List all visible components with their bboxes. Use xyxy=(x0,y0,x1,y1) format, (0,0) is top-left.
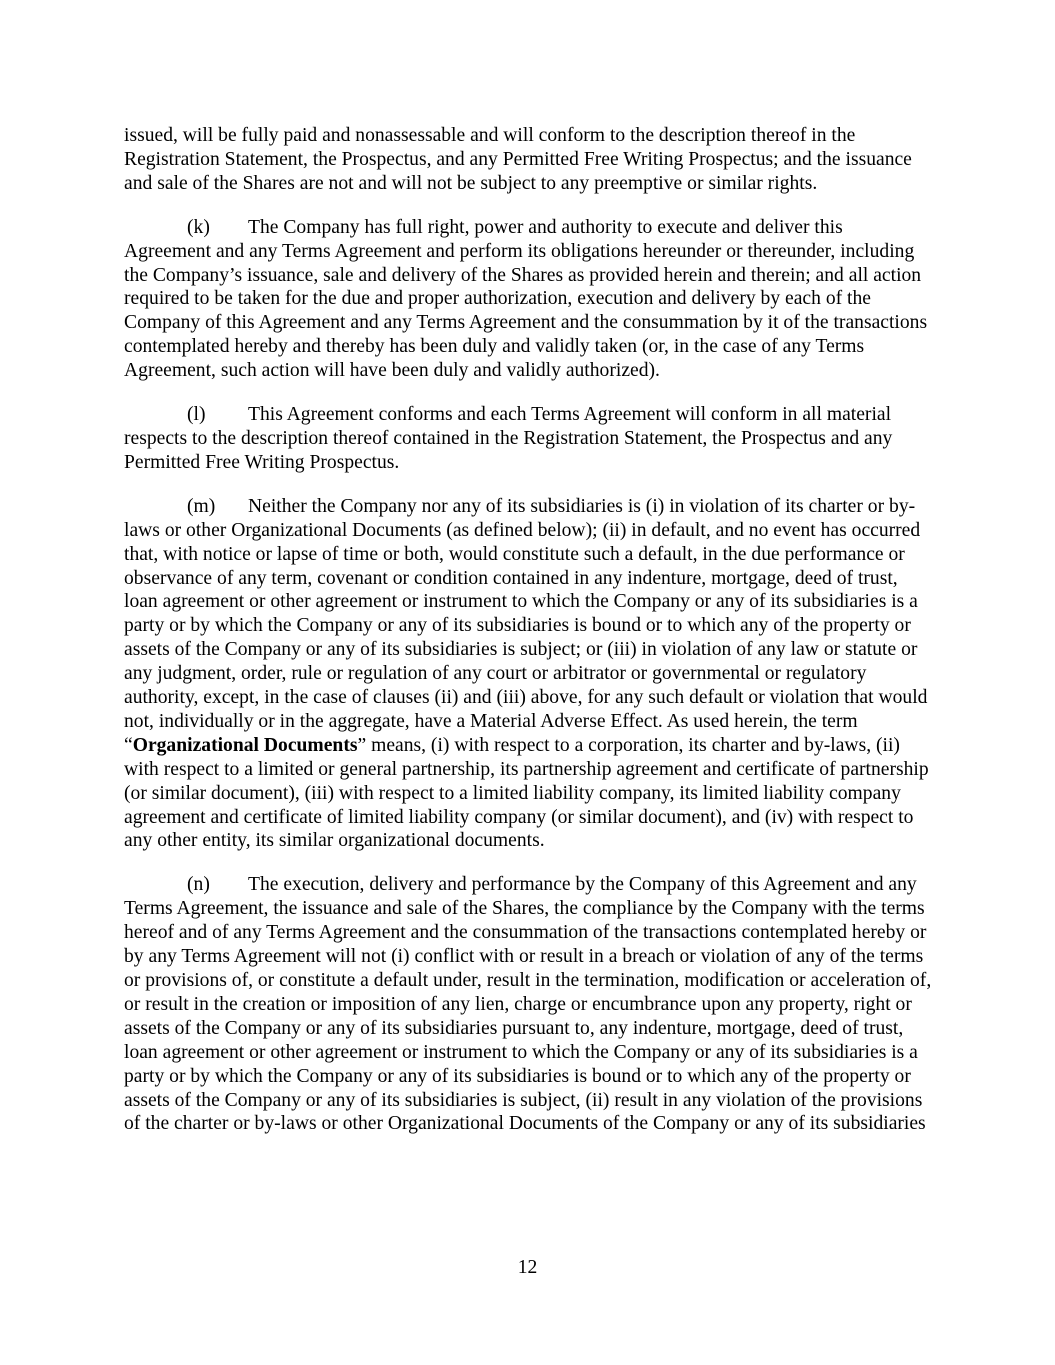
paragraph-n xyxy=(124,873,932,1136)
paragraph-m xyxy=(124,495,932,854)
paragraph-m-label: (m) xyxy=(187,495,216,517)
page-number: 12 xyxy=(517,1257,538,1278)
paragraph-k-text: The Company has full right, power and authority to execute and deliver this Agreement and any Terms Agreement and perform its obligations hereunder or thereunder, including the Company’s issuance, sale and delivery of the Shares as provided herein and therein; and all action required to be taken for the due and proper authorization, execution and delivery by each of the Company of this Agreement and any Terms Agreement and the consummation by it of the transactions contemplated hereby and thereby has been duly and validly taken (or, in the case of any Terms Agreement, such action will have been duly and validly authorized). xyxy=(124,216,928,382)
paragraph-n-label: (n) xyxy=(187,874,210,896)
paragraph-n-text: The execution, delivery and performance by the Company of this Agreement and any Terms Agreement, the issuance and sale of the Shares, the compliance by the Company with the terms hereof and of any Terms Agreement and the consummation of the transactions contemplated hereby or by any Terms Agreement will not (i) conflict with or result in a breach or violation of any of the terms or provisions of, or constitute a default under, result in the termination, modification or acceleration of, or result in the creation or imposition of any lien, charge or encumbrance upon any property, right or assets of the Company or any of its subsidiaries pursuant to, any indenture, mortgage, deed of trust, loan agreement or other agreement or instrument to which the Company or any of its subsidiaries is a party or by which the Company or any of its subsidiaries is bound or to which any of the property or assets of the Company or any of its subsidiaries is subject, (ii) result in any violation of the provisions of the charter or by-laws or other Organizational Documents of the Company or any of its subsidiaries xyxy=(124,874,932,1135)
intro-paragraph: issued, will be fully paid and nonassessable and will conform to the description thereof in the Registration Statement, the Prospectus, and any Permitted Free Writing Prospectus; and the issuance and sale of the Shares are not and will not be subject to any preemptive or similar rights. xyxy=(124,125,912,194)
defined-term-organizational-documents: Organizational Documents xyxy=(132,734,358,756)
paragraph-m-text-after: ” means, (i) with respect to a corporation, its charter and by-laws, (ii) with respect to a limited or general partnership, its partnership agreement and certificate of partnership (or similar document), (iii) with respect to a limited liability company, its limited liability company agreement and certificate of limited liability company (or similar document), and (iv) with respect to any other entity, its similar organizational documents. xyxy=(124,734,929,852)
paragraph-k xyxy=(124,216,932,383)
paragraph-l xyxy=(124,403,932,475)
document-page xyxy=(124,124,932,1156)
paragraph-m-text-before: Neither the Company nor any of its subsidiaries is (i) in violation of its charter or by-laws or other Organizational Documents (as defined below); (ii) in default, and no event has occurred that, with notice or lapse of time or both, would constitute such a default, in the due performance or observance of any term, covenant or condition contained in any indenture, mortgage, deed of trust, loan agreement or other agreement or instrument to which the Company or any of its subsidiaries is a party or by which the Company or any of its subsidiaries is bound or to which any of the property or assets of the Company or any of its subsidiaries is subject; or (iii) in violation of any law or statute or any judgment, order, rule or regulation of any court or arbitrator or governmental or regulatory authority, except, in the case of clauses (ii) and (iii) above, for any such default or violation that would not, individually or in the aggregate, have a Material Adverse Effect. As used herein, the term “ xyxy=(124,495,928,756)
paragraph-l-text: This Agreement conforms and each Terms Agreement will conform in all material respects to the description thereof contained in the Registration Statement, the Prospectus and any Permitted Free Writing Prospectus. xyxy=(124,404,893,473)
paragraph-k-label: (k) xyxy=(187,216,210,238)
paragraph-l-label: (l) xyxy=(187,404,206,426)
